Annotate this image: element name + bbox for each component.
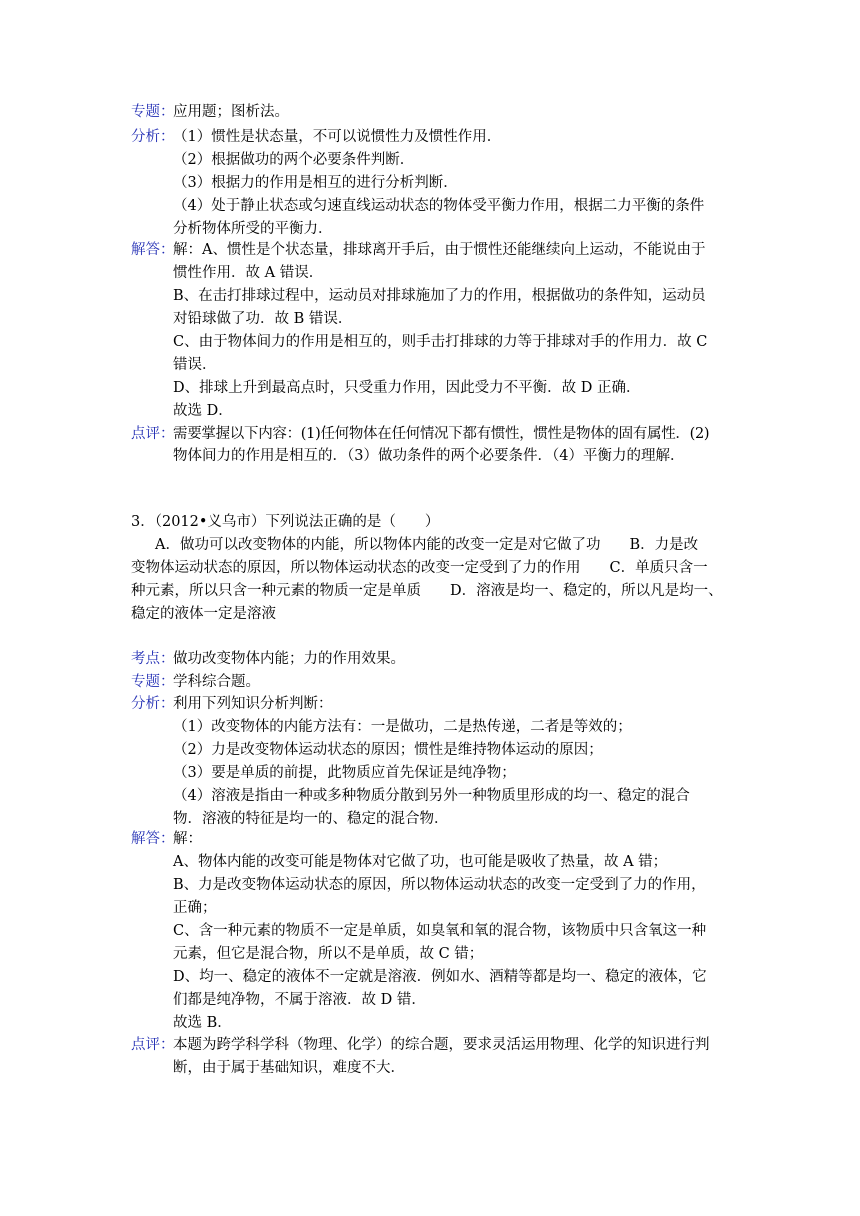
dianping-line: 需要掌握以下内容：(1)任何物体在任何情况下都有惯性，惯性是物体的固有属性．(2): [173, 426, 710, 442]
label-fenxi: 分析：: [131, 696, 175, 712]
fenxi-first: 利用下列知识分析判断：: [173, 696, 333, 712]
jieda-line: 解：A、惯性是个状态量，排球离开手后，由于惯性还能继续向上运动，不能说由于: [173, 242, 706, 258]
question-3-options: 稳定的液体一定是溶液: [131, 606, 276, 622]
jieda-line: 们都是纯净物，不属于溶液．故 D 错．: [173, 992, 426, 1008]
jieda-line: 惯性作用．故 A 错误．: [173, 265, 324, 281]
jieda-line: D、排球上升到最高点时，只受重力作用，因此受力不平衡．故 D 正确．: [173, 380, 641, 396]
label-zhuanti: 专题：: [131, 104, 175, 120]
jieda-first: 解：: [173, 831, 202, 847]
question-3-stem: 3．（2012•义乌市）下列说法正确的是（ ）: [131, 514, 440, 530]
jieda-line: C、由于物体间力的作用是相互的，则手击打排球的力等于排球对手的作用力．故 C: [173, 334, 708, 350]
jieda-line: 故选 D．: [173, 403, 233, 419]
jieda-line: B、在击打排球过程中，运动员对排球施加了力的作用，根据做功的条件知，运动员: [173, 288, 706, 304]
jieda-line: D、均一、稳定的液体不一定就是溶液．例如水、酒精等都是均一、稳定的液体，它: [173, 969, 707, 985]
label-dianping: 点评：: [131, 1037, 175, 1053]
dianping-line: 本题为跨学科学科（物理、化学）的综合题，要求灵活运用物理、化学的知识进行判: [173, 1037, 710, 1053]
question-3-options: A．做功可以改变物体的内能，所以物体内能的改变一定是对它做了功 B．力是改: [155, 537, 699, 553]
zhuanti-text: 应用题；图析法。: [173, 104, 289, 120]
dianping-line: 断，由于属于基础知识，难度不大．: [173, 1060, 405, 1076]
fenxi-line: 分析物体所受的平衡力．: [173, 221, 333, 237]
fenxi-line: （3）要是单质的前提，此物质应首先保证是纯净物；: [173, 765, 516, 781]
label-kaodian: 考点：: [131, 651, 175, 667]
jieda-line: 元素，但它是混合物，所以不是单质，故 C 错；: [173, 946, 484, 962]
jieda-line: A、物体内能的改变可能是物体对它做了功，也可能是吸收了热量，故 A 错；: [173, 854, 668, 870]
fenxi-line: （1）惯性是状态量，不可以说惯性力及惯性作用．: [173, 129, 502, 145]
fenxi-line: （1）改变物体的内能方法有：一是做功，二是热传递，二者是等效的；: [173, 719, 632, 735]
label-zhuanti: 专题：: [131, 674, 175, 690]
dianping-line: 物体间力的作用是相互的．（3）做功条件的两个必要条件．（4）平衡力的理解．: [173, 448, 685, 464]
zhuanti-text: 学科综合题。: [173, 674, 260, 690]
fenxi-line: （4）处于静止状态或匀速直线运动状态的物体受平衡力作用，根据二力平衡的条件: [173, 198, 705, 214]
question-3-options: 种元素，所以只含一种元素的物质一定是单质 D．溶液是均一、稳定的，所以凡是均一、: [131, 583, 723, 599]
kaodian-text: 做功改变物体内能；力的作用效果。: [173, 651, 405, 667]
question-3-options: 变物体运动状态的原因，所以物体运动状态的改变一定受到了力的作用 C．单质只含一: [131, 560, 708, 576]
label-jieda: 解答：: [131, 242, 175, 258]
label-jieda: 解答：: [131, 831, 175, 847]
label-dianping: 点评：: [131, 426, 175, 442]
jieda-line: 错误．: [173, 357, 217, 373]
jieda-line: B、力是改变物体运动状态的原因，所以物体运动状态的改变一定受到了力的作用，: [173, 877, 706, 893]
fenxi-line: （3）根据力的作用是相互的进行分析判断．: [173, 175, 458, 191]
fenxi-line: 物．溶液的特征是均一的、稳定的混合物．: [173, 811, 449, 827]
fenxi-line: （4）溶液是指由一种或多种物质分散到另外一种物质里形成的均一、稳定的混合: [173, 788, 690, 804]
fenxi-line: （2）根据做功的两个必要条件判断．: [173, 152, 415, 168]
jieda-line: 故选 B．: [173, 1015, 232, 1031]
jieda-line: 对铅球做了功．故 B 错误．: [173, 311, 353, 327]
fenxi-line: （2）力是改变物体运动状态的原因；惯性是维持物体运动的原因；: [173, 742, 603, 758]
jieda-line: C、含一种元素的物质不一定是单质，如臭氧和氧的混合物，该物质中只含氧这一种: [173, 923, 707, 939]
label-fenxi: 分析：: [131, 129, 175, 145]
jieda-line: 正确；: [173, 900, 217, 916]
